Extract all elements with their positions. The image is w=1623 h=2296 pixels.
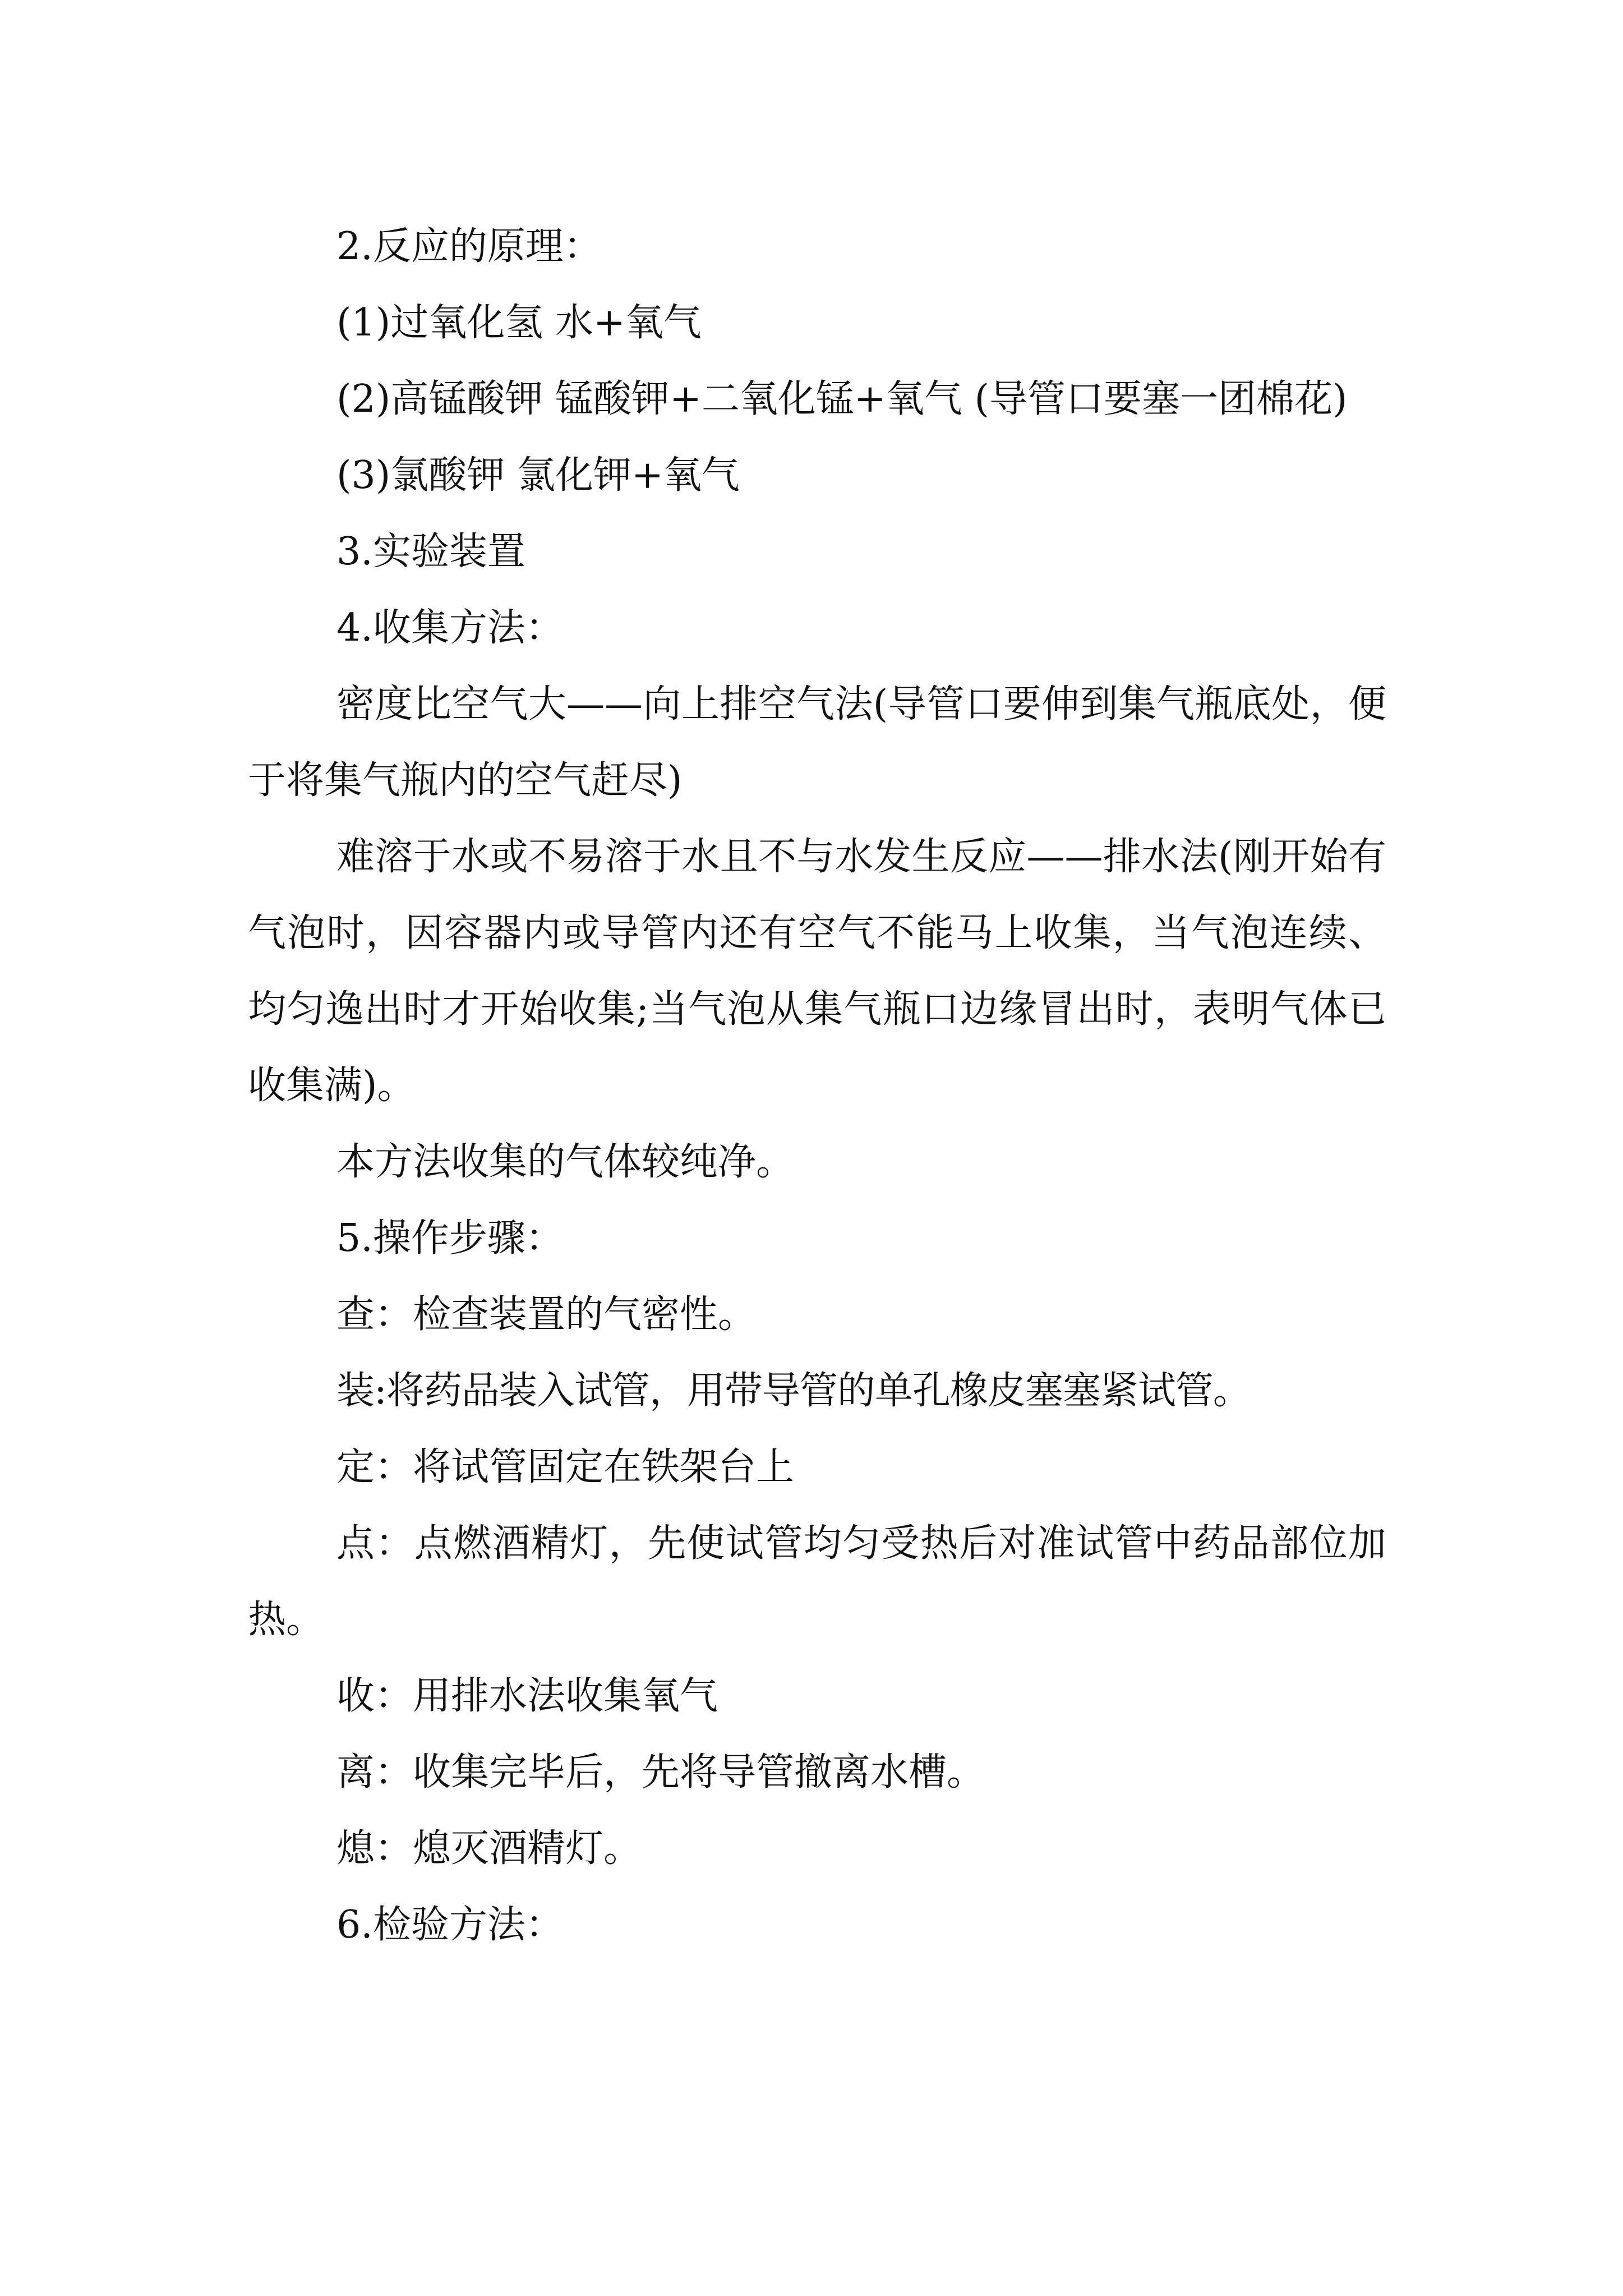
paragraph-reaction-principle-heading: 2.反应的原理：: [336, 224, 602, 269]
paragraph-step-fix: 定：将试管固定在铁架台上: [336, 1445, 795, 1489]
paragraph-step-remove: 离：收集完毕后，先将导管撤离水槽。: [336, 1750, 985, 1795]
paragraph-procedure-heading: 5.操作步骤：: [336, 1216, 564, 1260]
paragraph-potassium-permanganate: (2)高锰酸钾 锰酸钾+二氧化锰+氧气 (导管口要塞一团棉花): [336, 377, 1348, 421]
paragraph-potassium-chlorate: (3)氯酸钾 氯化钾+氧气: [336, 453, 740, 498]
paragraph-upward-air-displacement: 密度比空气大——向上排空气法(导管口要伸到集气瓶底处，便于将集气瓶内的空气赶尽): [248, 682, 1386, 803]
paragraph-step-collect: 收：用排水法收集氧气: [336, 1674, 718, 1718]
paragraph-test-method-heading: 6.检验方法：: [336, 1903, 564, 1947]
paragraph-apparatus-heading: 3.实验装置: [336, 530, 525, 574]
paragraph-step-check: 查：检查装置的气密性。: [336, 1292, 757, 1337]
paragraph-hydrogen-peroxide: (1)过氧化氢 水+氧气: [336, 301, 702, 345]
paragraph-step-load: 装:将药品装入试管，用带导管的单孔橡皮塞塞紧试管。: [336, 1369, 1251, 1413]
paragraph-step-light: 点：点燃酒精灯，先使试管均匀受热后对准试管中药品部位加热。: [248, 1521, 1386, 1642]
paragraph-step-extinguish: 熄：熄灭酒精灯。: [336, 1826, 642, 1871]
paragraph-water-displacement: 难溶于水或不易溶于水且不与水发生反应——排水法(刚开始有气泡时，因容器内或导管内还有空气不能马上收集，当气泡连续、均匀逸出时才开始收集;当气泡从集气瓶口边缘冒出时，表明气体已收集满)。: [248, 835, 1386, 1108]
paragraph-collection-method-heading: 4.收集方法：: [336, 606, 564, 650]
paragraph-purity-note: 本方法收集的气体较纯净。: [336, 1140, 795, 1184]
document-body: [248, 209, 1386, 1963]
